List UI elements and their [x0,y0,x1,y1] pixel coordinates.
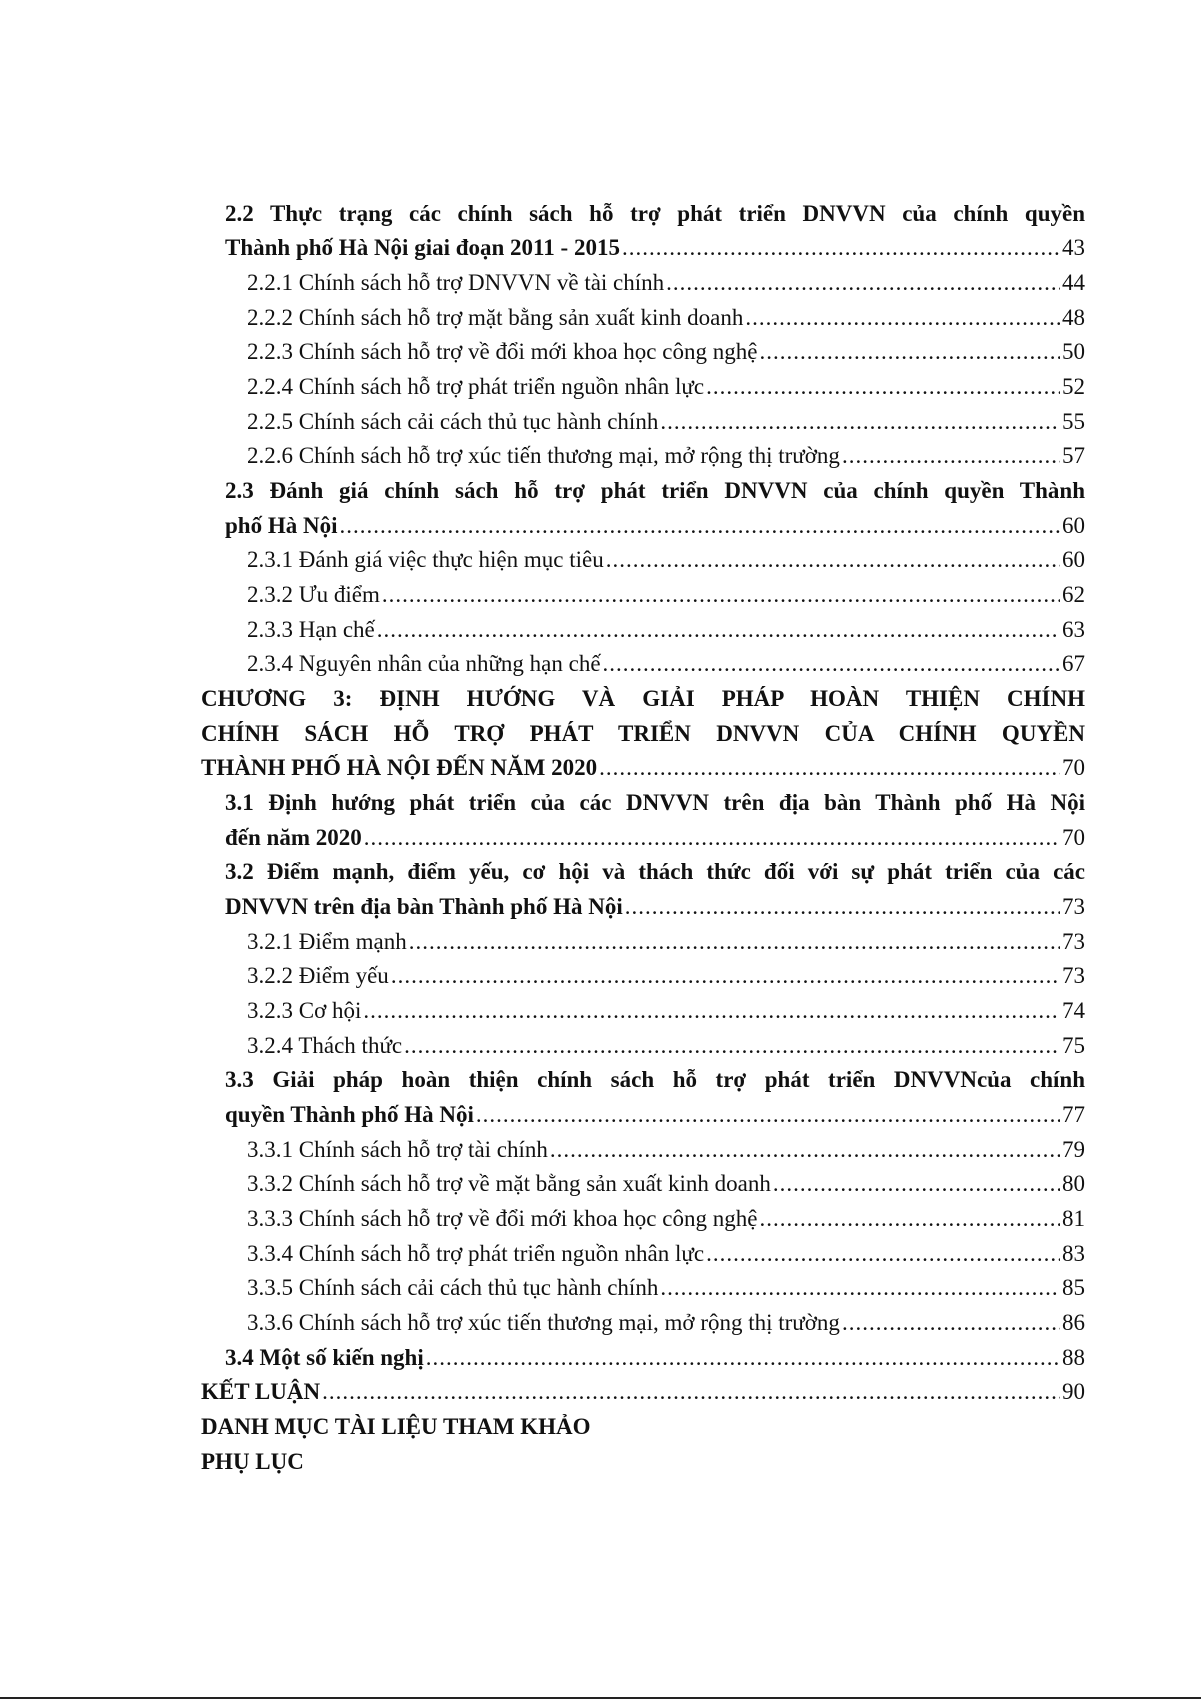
toc-entry-2-3[interactable] [225,509,1085,543]
toc-chapter-3-line2: CHÍNH SÁCH HỖ TRỢ PHÁT TRIỂN DNVVN CỦA CHÍNH QUYỀN [201,721,1085,746]
toc-leader-dots [363,994,1060,1028]
toc-entry-3-3-2[interactable] [247,1167,1085,1201]
toc-page-number: 75 [1062,1033,1085,1058]
toc-entry-title: 3.2.1 Điểm mạnh [247,929,407,954]
toc-heading-3-2-line1: 3.2 Điểm mạnh, điểm yếu, cơ hội và thách thức đối với sự phát triển của các [225,859,1085,884]
toc-page-number: 60 [1062,547,1085,572]
toc-leader-dots [842,439,1060,473]
toc-entry-3-3-6[interactable] [247,1306,1085,1340]
toc-leader-dots [322,1375,1060,1409]
toc-page-number: 52 [1062,374,1085,399]
toc-entry-conclusion[interactable] [201,1375,1085,1409]
toc-leader-dots [759,1202,1060,1236]
toc-chapter-3-line1: CHƯƠNG 3: ĐỊNH HƯỚNG VÀ GIẢI PHÁP HOÀN THIỆN CHÍNH [201,686,1085,711]
toc-entry-references[interactable]: DANH MỤC TÀI LIỆU THAM KHẢO [201,1414,591,1439]
toc-page-number: 50 [1062,339,1085,364]
toc-page-number: 79 [1062,1137,1085,1162]
toc-leader-dots [745,301,1060,335]
toc-entry-3-3-5[interactable] [247,1271,1085,1305]
toc-entry-3-2-3[interactable] [247,994,1085,1028]
toc-leader-dots [409,925,1060,959]
toc-leader-dots [404,1029,1060,1063]
toc-entry-2-3-3[interactable] [247,613,1085,647]
toc-page-number: 90 [1062,1379,1085,1404]
toc-entry-3-2-2[interactable] [247,959,1085,993]
toc-heading-2-3-line1: 2.3 Đánh giá chính sách hỗ trợ phát triển DNVVN của chính quyền Thành [225,478,1085,503]
toc-leader-dots [625,890,1060,924]
toc-page-number: 80 [1062,1171,1085,1196]
toc-heading-3-3-line1: 3.3 Giải pháp hoàn thiện chính sách hỗ trợ phát triển DNVVNcủa chính [225,1067,1085,1092]
toc-leader-dots [426,1341,1060,1375]
toc-leader-dots [660,405,1060,439]
toc-page-number: 74 [1062,998,1085,1023]
toc-page-number: 73 [1062,963,1085,988]
toc-entry-title: KẾT LUẬN [201,1379,321,1404]
toc-entry-title: phố Hà Nội [225,513,338,538]
toc-entry-2-2[interactable] [225,231,1085,265]
toc-entry-title: 3.2.3 Cơ hội [247,998,362,1023]
toc-entry-title: 3.3.1 Chính sách hỗ trợ tài chính [247,1137,548,1162]
toc-entry-title: 2.3.3 Hạn chế [247,617,375,642]
toc-leader-dots [339,509,1060,543]
toc-page-number: 83 [1062,1241,1085,1266]
toc-entry-title: 3.3.2 Chính sách hỗ trợ về mặt bằng sản xuất kinh doanh [247,1171,771,1196]
toc-entry-title: THÀNH PHỐ HÀ NỘI ĐẾN NĂM 2020 [201,755,598,780]
toc-entry-title: DNVVN trên địa bàn Thành phố Hà Nội [225,894,623,919]
toc-leader-dots [382,578,1060,612]
toc-entry-title: 3.3.3 Chính sách hỗ trợ về đổi mới khoa học công nghệ [247,1206,758,1231]
toc-entry-2-2-4[interactable] [247,370,1085,404]
toc-entry-2-3-2[interactable] [247,578,1085,612]
toc-leader-dots [842,1306,1060,1340]
toc-leader-dots [622,231,1060,265]
toc-leader-dots [606,543,1060,577]
toc-entry-title: quyền Thành phố Hà Nội [225,1102,474,1127]
toc-entry-3-3-1[interactable] [247,1133,1085,1167]
toc-page-number: 43 [1062,235,1085,260]
toc-entry-3-2-1[interactable] [247,925,1085,959]
toc-entry-chapter-3[interactable] [201,751,1085,785]
toc-leader-dots [391,959,1060,993]
toc-entry-title: đến năm 2020 [225,825,362,850]
toc-page-number: 67 [1062,651,1085,676]
toc-leader-dots [377,613,1060,647]
toc-entry-title: 2.2.5 Chính sách cải cách thủ tục hành chính [247,409,659,434]
toc-entry-title: 2.2.4 Chính sách hỗ trợ phát triển nguồn nhân lực [247,374,705,399]
toc-entry-title: 3.4 Một số kiến nghị [225,1345,424,1370]
toc-entry-title: Thành phố Hà Nội giai đoạn 2011 - 2015 [225,235,620,260]
toc-page-number: 88 [1062,1345,1085,1370]
toc-leader-dots [666,266,1060,300]
toc-entry-2-2-2[interactable] [247,301,1085,335]
toc-entry-3-1[interactable] [225,821,1085,855]
toc-page-number: 57 [1062,443,1085,468]
toc-entry-title: 3.3.4 Chính sách hỗ trợ phát triển nguồn nhân lực [247,1241,705,1266]
toc-leader-dots [759,335,1060,369]
toc-entry-title: 3.2.2 Điểm yếu [247,963,389,988]
toc-page-number: 63 [1062,617,1085,642]
toc-entry-2-2-5[interactable] [247,405,1085,439]
toc-page-number: 77 [1062,1102,1085,1127]
toc-leader-dots [706,370,1060,404]
toc-page-number: 55 [1062,409,1085,434]
toc-entry-title: 2.2.6 Chính sách hỗ trợ xúc tiến thương mại, mở rộng thị trường [247,443,840,468]
toc-entry-title: 2.2.2 Chính sách hỗ trợ mặt bằng sản xuất kinh doanh [247,305,744,330]
toc-page-number: 73 [1062,929,1085,954]
toc-entry-2-2-3[interactable] [247,335,1085,369]
toc-heading-3-1-line1: 3.1 Định hướng phát triển của các DNVVN trên địa bàn Thành phố Hà Nội [225,790,1085,815]
toc-leader-dots [773,1167,1060,1201]
toc-page-number: 70 [1062,825,1085,850]
toc-leader-dots [364,821,1060,855]
toc-entry-title: 3.3.5 Chính sách cải cách thủ tục hành chính [247,1275,659,1300]
toc-leader-dots [599,751,1060,785]
toc-leader-dots [706,1237,1060,1271]
toc-page-number: 86 [1062,1310,1085,1335]
toc-heading-2-2-line1: 2.2 Thực trạng các chính sách hỗ trợ phát triển DNVVN của chính quyền [225,201,1085,226]
toc-leader-dots [603,647,1060,681]
toc-entry-title: 2.3.1 Đánh giá việc thực hiện mục tiêu [247,547,604,572]
toc-entry-title: 3.2.4 Thách thức [247,1033,403,1058]
toc-leader-dots [550,1133,1060,1167]
toc-leader-dots [476,1098,1060,1132]
toc-entry-title: 2.2.3 Chính sách hỗ trợ về đổi mới khoa học công nghệ [247,339,758,364]
toc-page-number: 85 [1062,1275,1085,1300]
toc-entry-title: 3.3.6 Chính sách hỗ trợ xúc tiến thương mại, mở rộng thị trường [247,1310,840,1335]
toc-page-number: 60 [1062,513,1085,538]
toc-leader-dots [660,1271,1060,1305]
toc-entry-title: 2.2.1 Chính sách hỗ trợ DNVVN về tài chính [247,270,665,295]
toc-entry-appendix[interactable]: PHỤ LỤC [201,1449,304,1474]
toc-entry-3-3-3[interactable] [247,1202,1085,1236]
toc-page-number: 70 [1062,755,1085,780]
toc-entry-3-4[interactable] [225,1341,1085,1375]
toc-entry-title: 2.3.2 Ưu điểm [247,582,380,607]
toc-entry-2-2-1[interactable] [247,266,1085,300]
toc-entry-2-2-6[interactable] [247,439,1085,473]
toc-entry-3-3-4[interactable] [247,1237,1085,1271]
toc-entry-3-3[interactable] [225,1098,1085,1132]
toc-entry-3-2[interactable] [225,890,1085,924]
toc-page-number: 48 [1062,305,1085,330]
toc-entry-2-3-4[interactable] [247,647,1085,681]
toc-page-number: 62 [1062,582,1085,607]
toc-page-number: 81 [1062,1206,1085,1231]
toc-entry-2-3-1[interactable] [247,543,1085,577]
toc-page-number: 44 [1062,270,1085,295]
toc-entry-3-2-4[interactable] [247,1029,1085,1063]
toc-page-number: 73 [1062,894,1085,919]
toc-entry-title: 2.3.4 Nguyên nhân của những hạn chế [247,651,601,676]
